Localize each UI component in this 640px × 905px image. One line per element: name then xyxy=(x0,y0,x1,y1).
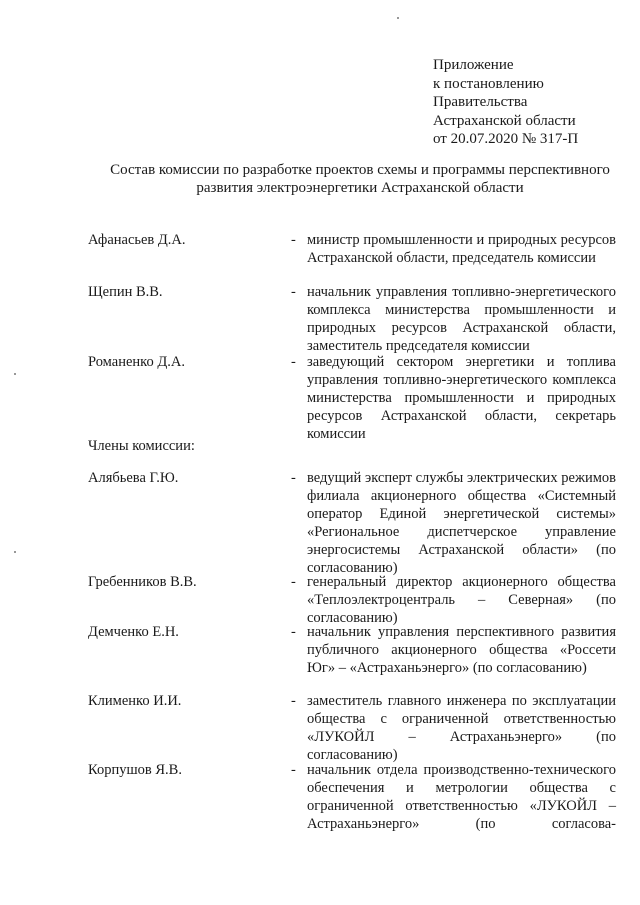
member-position: начальник отдела производственно-технического обеспечения и метрологии общества с ограниченной ответственностью «ЛУКОЙЛ – Астраханьэнерго» (по согласова- xyxy=(307,762,616,832)
member-name: Афанасьев Д.А. xyxy=(88,232,186,248)
scan-speck xyxy=(14,373,16,375)
member-name: Алябьева Г.Ю. xyxy=(88,470,179,486)
entry-dash: - xyxy=(291,624,296,640)
appendix-line: Правительства xyxy=(433,94,528,110)
appendix-decree-ref: от 20.07.2020 № 317-П xyxy=(433,131,579,147)
member-name: Клименко И.И. xyxy=(88,693,182,709)
scan-speck xyxy=(14,551,16,553)
member-name: Демченко Е.Н. xyxy=(88,624,179,640)
entry-dash: - xyxy=(291,762,296,778)
appendix-line: к постановлению xyxy=(433,75,544,92)
entry-dash: - xyxy=(291,232,296,248)
title-line-1: Состав комиссии по разработке проектов схемы и программы перспективного xyxy=(110,162,610,178)
member-name: Щепин В.В. xyxy=(88,284,163,300)
member-position: начальник управления перспективного развития публичного акционерного общества «Россети Юг» – «Астраханьэнерго» (по согласованию) xyxy=(307,624,616,676)
appendix-line: Астраханской области xyxy=(433,112,576,129)
entry-dash: - xyxy=(291,574,296,590)
member-position: генеральный директор акционерного общества «Теплоэлектроцентраль – Северная» (по согласованию) xyxy=(307,574,616,626)
appendix-line: Приложение xyxy=(433,57,514,73)
entry-dash: - xyxy=(291,354,296,370)
entry-dash: - xyxy=(291,284,296,300)
member-position: заведующий сектором энергетики и топлива управления топливно-энергетического комплекса министерства промышленности и природных ресурсов Астраханской области, секретарь комиссии xyxy=(307,354,616,442)
document-title xyxy=(80,161,640,197)
member-name: Гребенников В.В. xyxy=(88,574,197,590)
appendix-block xyxy=(433,56,633,149)
members-heading: Члены комиссии: xyxy=(88,438,195,454)
member-position: министр промышленности и природных ресурсов Астраханской области, председатель комиссии xyxy=(307,232,616,266)
member-position: начальник управления топливно-энергетического комплекса министерства промышленности и природных ресурсов Астраханской области, заместитель председателя комиссии xyxy=(307,284,616,354)
member-name: Романенко Д.А. xyxy=(88,354,185,370)
entry-dash: - xyxy=(291,470,296,486)
scan-speck xyxy=(397,17,399,19)
entry-dash: - xyxy=(291,693,296,709)
title-line-2: развития электроэнергетики Астраханской области xyxy=(196,180,524,196)
member-position: ведущий эксперт службы электрических режимов филиала акционерного общества «Системный оператор Единой энергетической системы» «Региональное диспетчерское управление энергосистемы Астраханской области» (по согласованию) xyxy=(307,470,616,576)
member-position: заместитель главного инженера по эксплуатации общества с ограниченной ответственностью «ЛУКОЙЛ – Астраханьэнерго» (по согласованию) xyxy=(307,693,616,763)
member-name: Корпушов Я.В. xyxy=(88,762,182,778)
